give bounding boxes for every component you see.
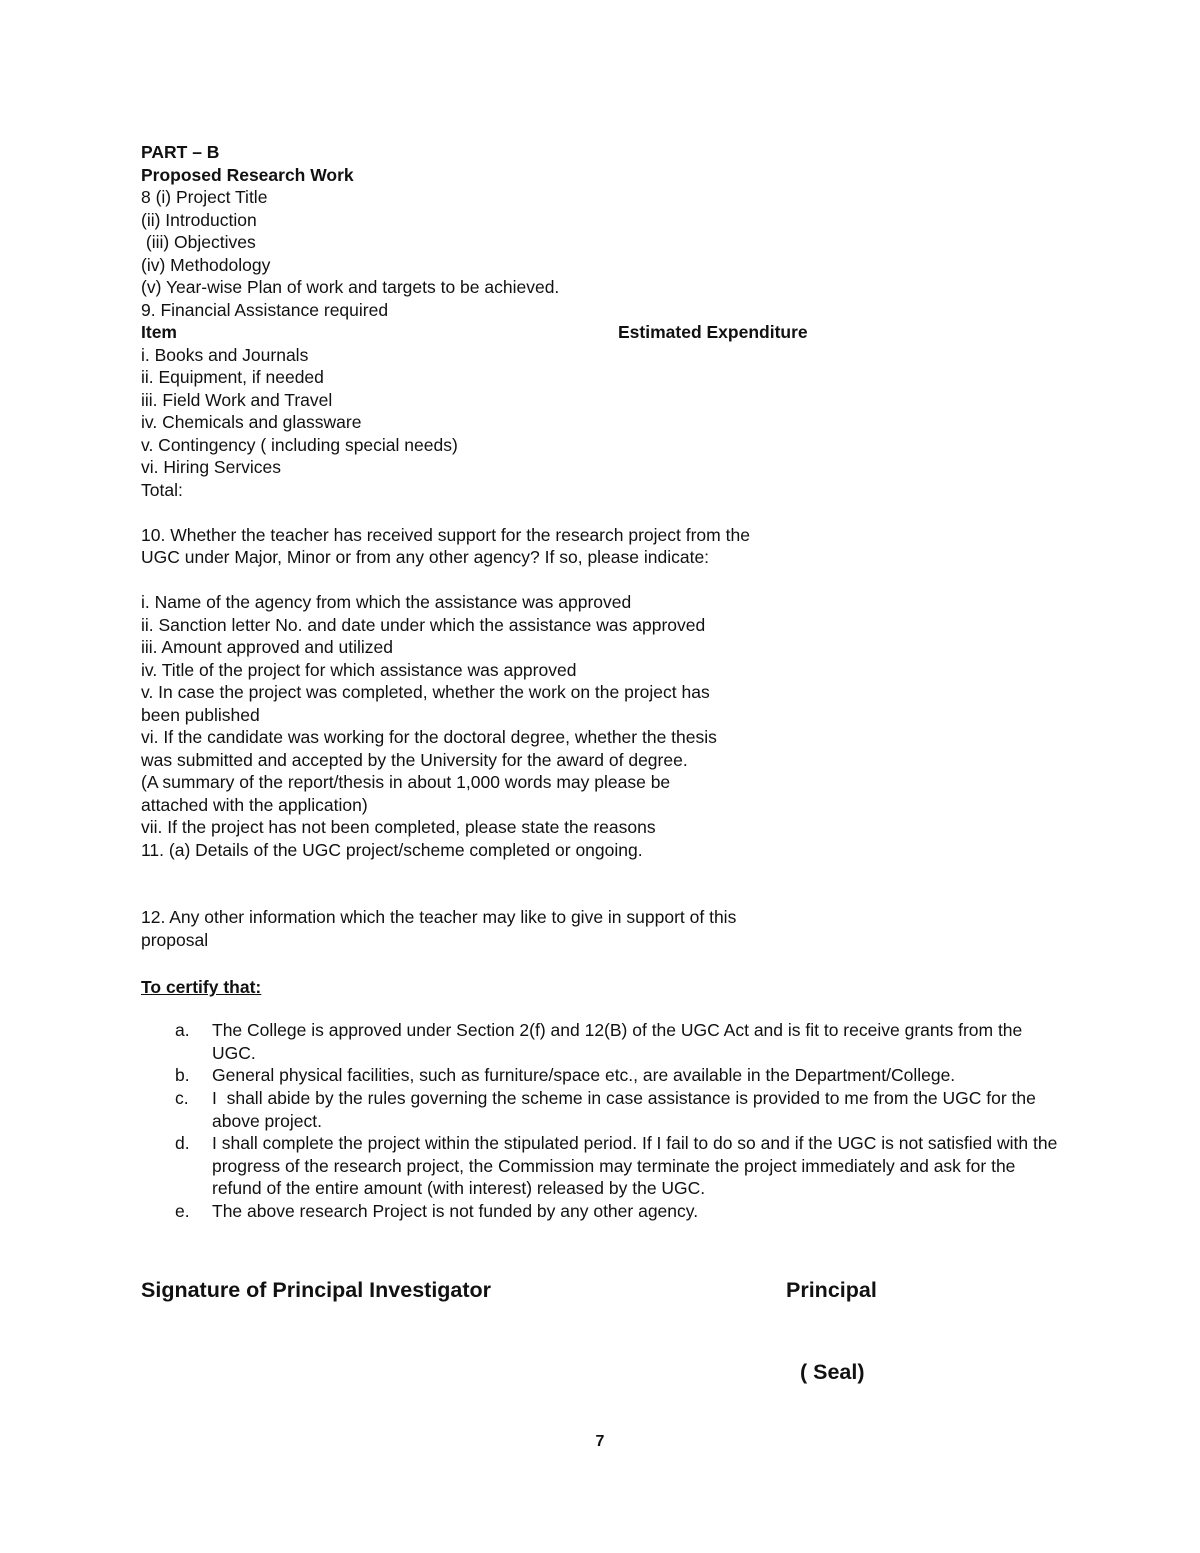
expense-item: i. Books and Journals <box>141 345 309 365</box>
expense-item: iv. Chemicals and glassware <box>141 412 362 432</box>
q9-title: 9. Financial Assistance required <box>141 300 389 320</box>
q8-line: (iii) Objectives <box>141 232 256 252</box>
q12-line: proposal <box>141 930 209 950</box>
certify-marker: b. <box>175 1065 190 1085</box>
q10-item: (A summary of the report/thesis in about 1,000 words may please be <box>141 772 671 792</box>
q10-item: ii. Sanction letter No. and date under which the assistance was approved <box>141 615 706 635</box>
q10-item: v. In case the project was completed, whether the work on the project has <box>141 682 710 702</box>
q10-item: was submitted and accepted by the University for the award of degree. <box>141 750 688 770</box>
expense-item: ii. Equipment, if needed <box>141 367 324 387</box>
q10-item: attached with the application) <box>141 795 368 815</box>
expense-item: v. Contingency ( including special needs) <box>141 435 458 455</box>
q10-line: 10. Whether the teacher has received support for the research project from the <box>141 525 750 545</box>
expense-item: vi. Hiring Services <box>141 457 282 477</box>
certify-text: General physical facilities, such as furniture/space etc., are available in the Department/College. <box>212 1065 956 1085</box>
certify-text: I shall complete the project within the stipulated period. If I fail to do so and if the UGC is not satisfied with the progress of the research project, the Commission may terminate the project immediately and ask for the refund of the entire amount (with interest) released by the UGC. <box>212 1133 1058 1198</box>
investigator-signature-label: Signature of Principal Investigator <box>141 1278 492 1302</box>
certify-marker: e. <box>175 1201 190 1221</box>
q8-line: (ii) Introduction <box>141 210 257 230</box>
expenditure-column-header: Estimated Expenditure <box>618 322 808 342</box>
expense-total: Total: <box>141 480 183 500</box>
q8-line: (iv) Methodology <box>141 255 271 275</box>
q11-line: 11. (a) Details of the UGC project/scheme completed or ongoing. <box>141 840 643 860</box>
certify-marker: c. <box>175 1088 189 1108</box>
q10-item: vi. If the candidate was working for the doctoral degree, whether the thesis <box>141 727 717 747</box>
certify-text: The College is approved under Section 2(f) and 12(B) of the UGC Act and is fit to receive grants from the UGC. <box>212 1020 1023 1063</box>
q10-item: iv. Title of the project for which assistance was approved <box>141 660 577 680</box>
certify-heading: To certify that: <box>141 977 262 997</box>
expense-item: iii. Field Work and Travel <box>141 390 333 410</box>
q10-item: vii. If the project has not been completed, please state the reasons <box>141 817 656 837</box>
q10-item: i. Name of the agency from which the assistance was approved <box>141 592 632 612</box>
item-column-header: Item <box>141 322 177 342</box>
certify-marker: a. <box>175 1020 190 1040</box>
certify-text: The above research Project is not funded by any other agency. <box>212 1201 699 1221</box>
q8-line: 8 (i) Project Title <box>141 187 268 207</box>
q10-line: UGC under Major, Minor or from any other agency? If so, please indicate: <box>141 547 710 567</box>
certify-marker: d. <box>175 1133 190 1153</box>
q10-item: been published <box>141 705 260 725</box>
section-subheading: Proposed Research Work <box>141 165 354 185</box>
q8-line: (v) Year-wise Plan of work and targets to be achieved. <box>141 277 560 297</box>
page-number: 7 <box>595 1433 605 1450</box>
part-heading: PART – B <box>141 142 220 162</box>
principal-signature-label: Principal <box>786 1278 877 1302</box>
q12-line: 12. Any other information which the teacher may like to give in support of this <box>141 907 737 927</box>
certify-text: I shall abide by the rules governing the scheme in case assistance is provided to me from the UGC for the above project. <box>212 1088 1041 1131</box>
seal-label: ( Seal) <box>800 1360 865 1384</box>
q10-item: iii. Amount approved and utilized <box>141 637 393 657</box>
